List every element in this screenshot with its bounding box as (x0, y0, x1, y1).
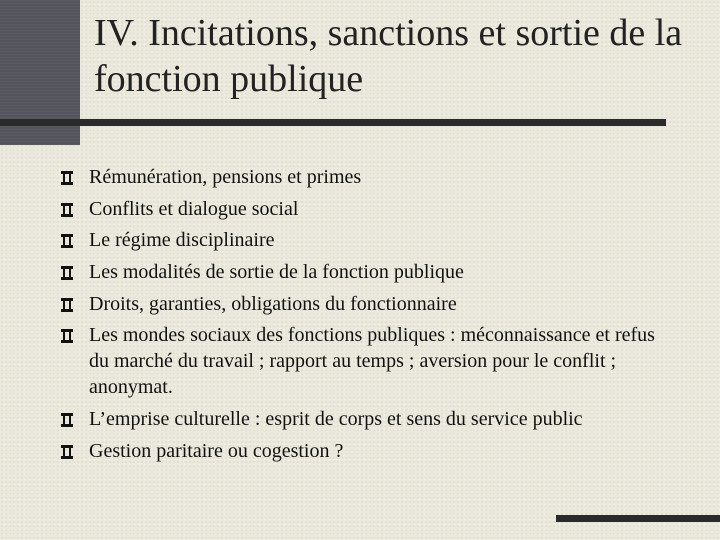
square-bullet-icon (60, 445, 74, 459)
bullet-item (56, 259, 656, 285)
bullet-list (56, 164, 656, 470)
bullet-item (56, 291, 656, 317)
square-bullet-icon (60, 203, 74, 217)
square-bullet-icon (60, 234, 74, 248)
bullet-item (56, 164, 656, 190)
bullet-item (56, 227, 656, 253)
bottom-decorative-rule (556, 515, 720, 522)
bullet-text: Droits, garanties, obligations du fonctionnaire (89, 292, 457, 315)
bullet-text: Le régime disciplinaire (89, 229, 275, 252)
bullet-text: Rémunération, pensions et primes (89, 166, 362, 188)
square-bullet-icon (60, 329, 74, 343)
bullet-item (56, 438, 656, 464)
bullet-item (56, 322, 656, 400)
title-underline-rule (0, 119, 666, 126)
square-bullet-icon (60, 298, 74, 312)
bullet-item (56, 406, 656, 432)
bullet-text: Les modalités de sortie de la fonction publique (89, 261, 464, 284)
bullet-text: L’emprise culturelle : esprit de corps et sens du service public (89, 408, 583, 431)
bullet-text: Gestion paritaire ou cogestion ? (89, 439, 344, 462)
slide-title: IV. Incitations, sanctions et sortie de la fonction publique (94, 12, 683, 100)
bullet-text: Les mondes sociaux des fonctions publiques : méconnaissance et refus du marché du travail ; rapport au temps ; aversion pour le conflit ; anonymat. (89, 324, 655, 399)
square-bullet-icon (60, 171, 74, 185)
bullet-text: Conflits et dialogue social (89, 197, 299, 220)
square-bullet-icon (60, 266, 74, 280)
square-bullet-icon (60, 413, 74, 427)
bullet-item (56, 196, 656, 222)
